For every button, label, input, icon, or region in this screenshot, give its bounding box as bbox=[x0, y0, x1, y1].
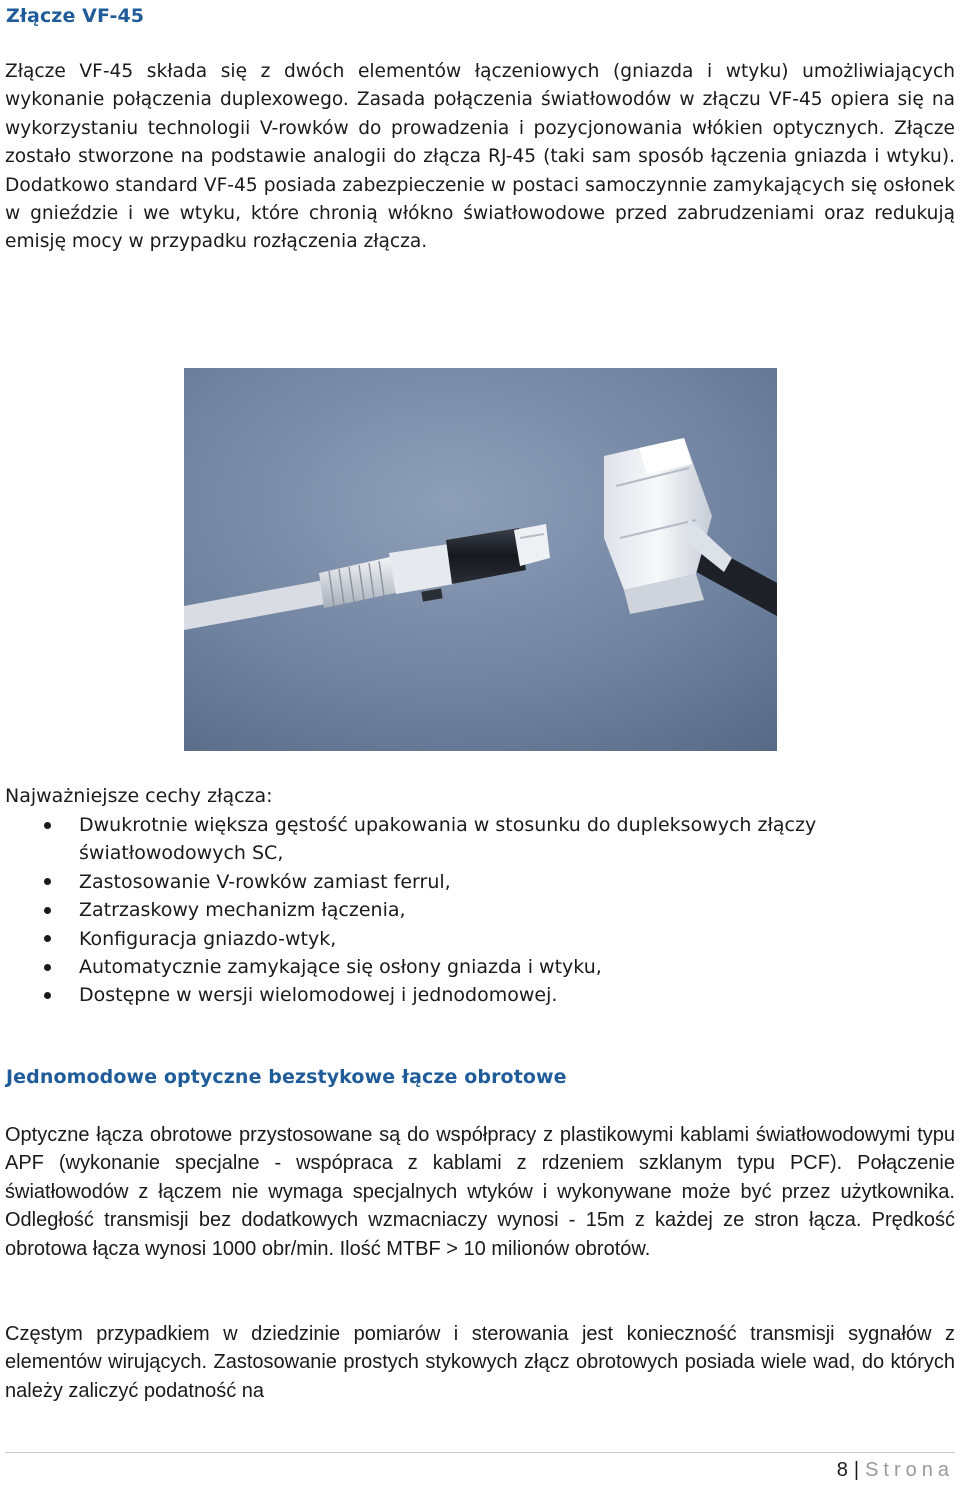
section-title-vf45: Złącze VF-45 bbox=[6, 5, 145, 27]
bullet-icon bbox=[44, 935, 51, 942]
bullet-icon bbox=[44, 822, 51, 829]
list-item-text: Automatycznie zamykające się osłony gniazda i wtyku, bbox=[79, 956, 602, 979]
list-item bbox=[0, 868, 960, 896]
list-item bbox=[0, 811, 960, 868]
rotary-joint-paragraph-2: Częstym przypadkiem w dziedzinie pomiarów i sterowania jest konieczność transmisji sygnałów z elementów wirujących. Zastosowanie prostych stykowych złącz obrotowych posiada wiele wad, do których należy zaliczyć podatność na bbox=[5, 1323, 955, 1402]
bullet-icon bbox=[44, 878, 51, 885]
bullet-icon bbox=[44, 964, 51, 971]
list-item-text: Dostępne w wersji wielomodowej i jednodomowej. bbox=[79, 984, 558, 1007]
list-item-text: Zatrzaskowy mechanizm łączenia, bbox=[79, 899, 406, 922]
vf45-connector-photo bbox=[184, 368, 777, 751]
list-item-text: Dwukrotnie większa gęstość upakowania w stosunku do dupleksowych złączy światłowodowych SC, bbox=[79, 814, 817, 865]
features-list bbox=[0, 811, 960, 1010]
rotary-joint-paragraph-1: Optyczne łącza obrotowe przystosowane są do współpracy z plastikowymi kablami światłowodowymi typu APF (wykonanie specjalne - wspópraca z kablami z rdzeniem szklanym typu PCF). Połączenie światłowodów z łączem nie wymaga specjalnych wtyków i wykonywane może być przez użytkownika. Odległość transmisji bez dodatkowych wzmacniaczy wynosi - 15m z każdej ze stron łącza. Prędkość obrotowa łącza wynosi 1000 obr/min. Ilość MTBF > 10 milionów obrotów. bbox=[5, 1124, 955, 1260]
page-number: 8 bbox=[836, 1459, 848, 1481]
list-item-text: Zastosowanie V-rowków zamiast ferrul, bbox=[79, 870, 451, 893]
footer-page-label: Strona bbox=[865, 1459, 954, 1481]
footer-separator: | bbox=[853, 1459, 860, 1481]
vf45-description-paragraph: Złącze VF-45 składa się z dwóch elementów łączeniowych (gniazda i wtyku) umożliwiających wykonanie połączenia duplexowego. Zasada połączenia światłowodów w złączu VF-45 opiera się na wykorzystaniu technologii V-rowków do prowadzenia i pozycjonowania włókien optycznych. Złącze zostało stworzone na podstawie analogii do złącza RJ-45 (taki sam sposób łączenia gniazda i wtyku). Dodatkowo standard VF-45 posiada zabezpieczenie w postaci samoczynnie zamykających się osłonek w gnieździe i we wtyku, które chronią włókno światłowodowe przed zabrudzeniami oraz redukują emisję mocy w przypadku rozłączenia złącza. bbox=[5, 61, 955, 253]
list-item bbox=[0, 981, 960, 1009]
page-footer bbox=[837, 1459, 954, 1482]
bullet-icon bbox=[44, 992, 51, 999]
list-item-text: Konfiguracja gniazdo-wtyk, bbox=[79, 927, 337, 950]
bullet-icon bbox=[44, 907, 51, 914]
footer-divider bbox=[5, 1452, 955, 1453]
list-item bbox=[0, 925, 960, 953]
section-title-rotary-joint: Jednomodowe optyczne bezstykowe łącze obrotowe bbox=[6, 1066, 567, 1088]
list-item bbox=[0, 896, 960, 924]
list-item bbox=[0, 953, 960, 981]
features-label: Najważniejsze cechy złącza: bbox=[5, 785, 273, 807]
